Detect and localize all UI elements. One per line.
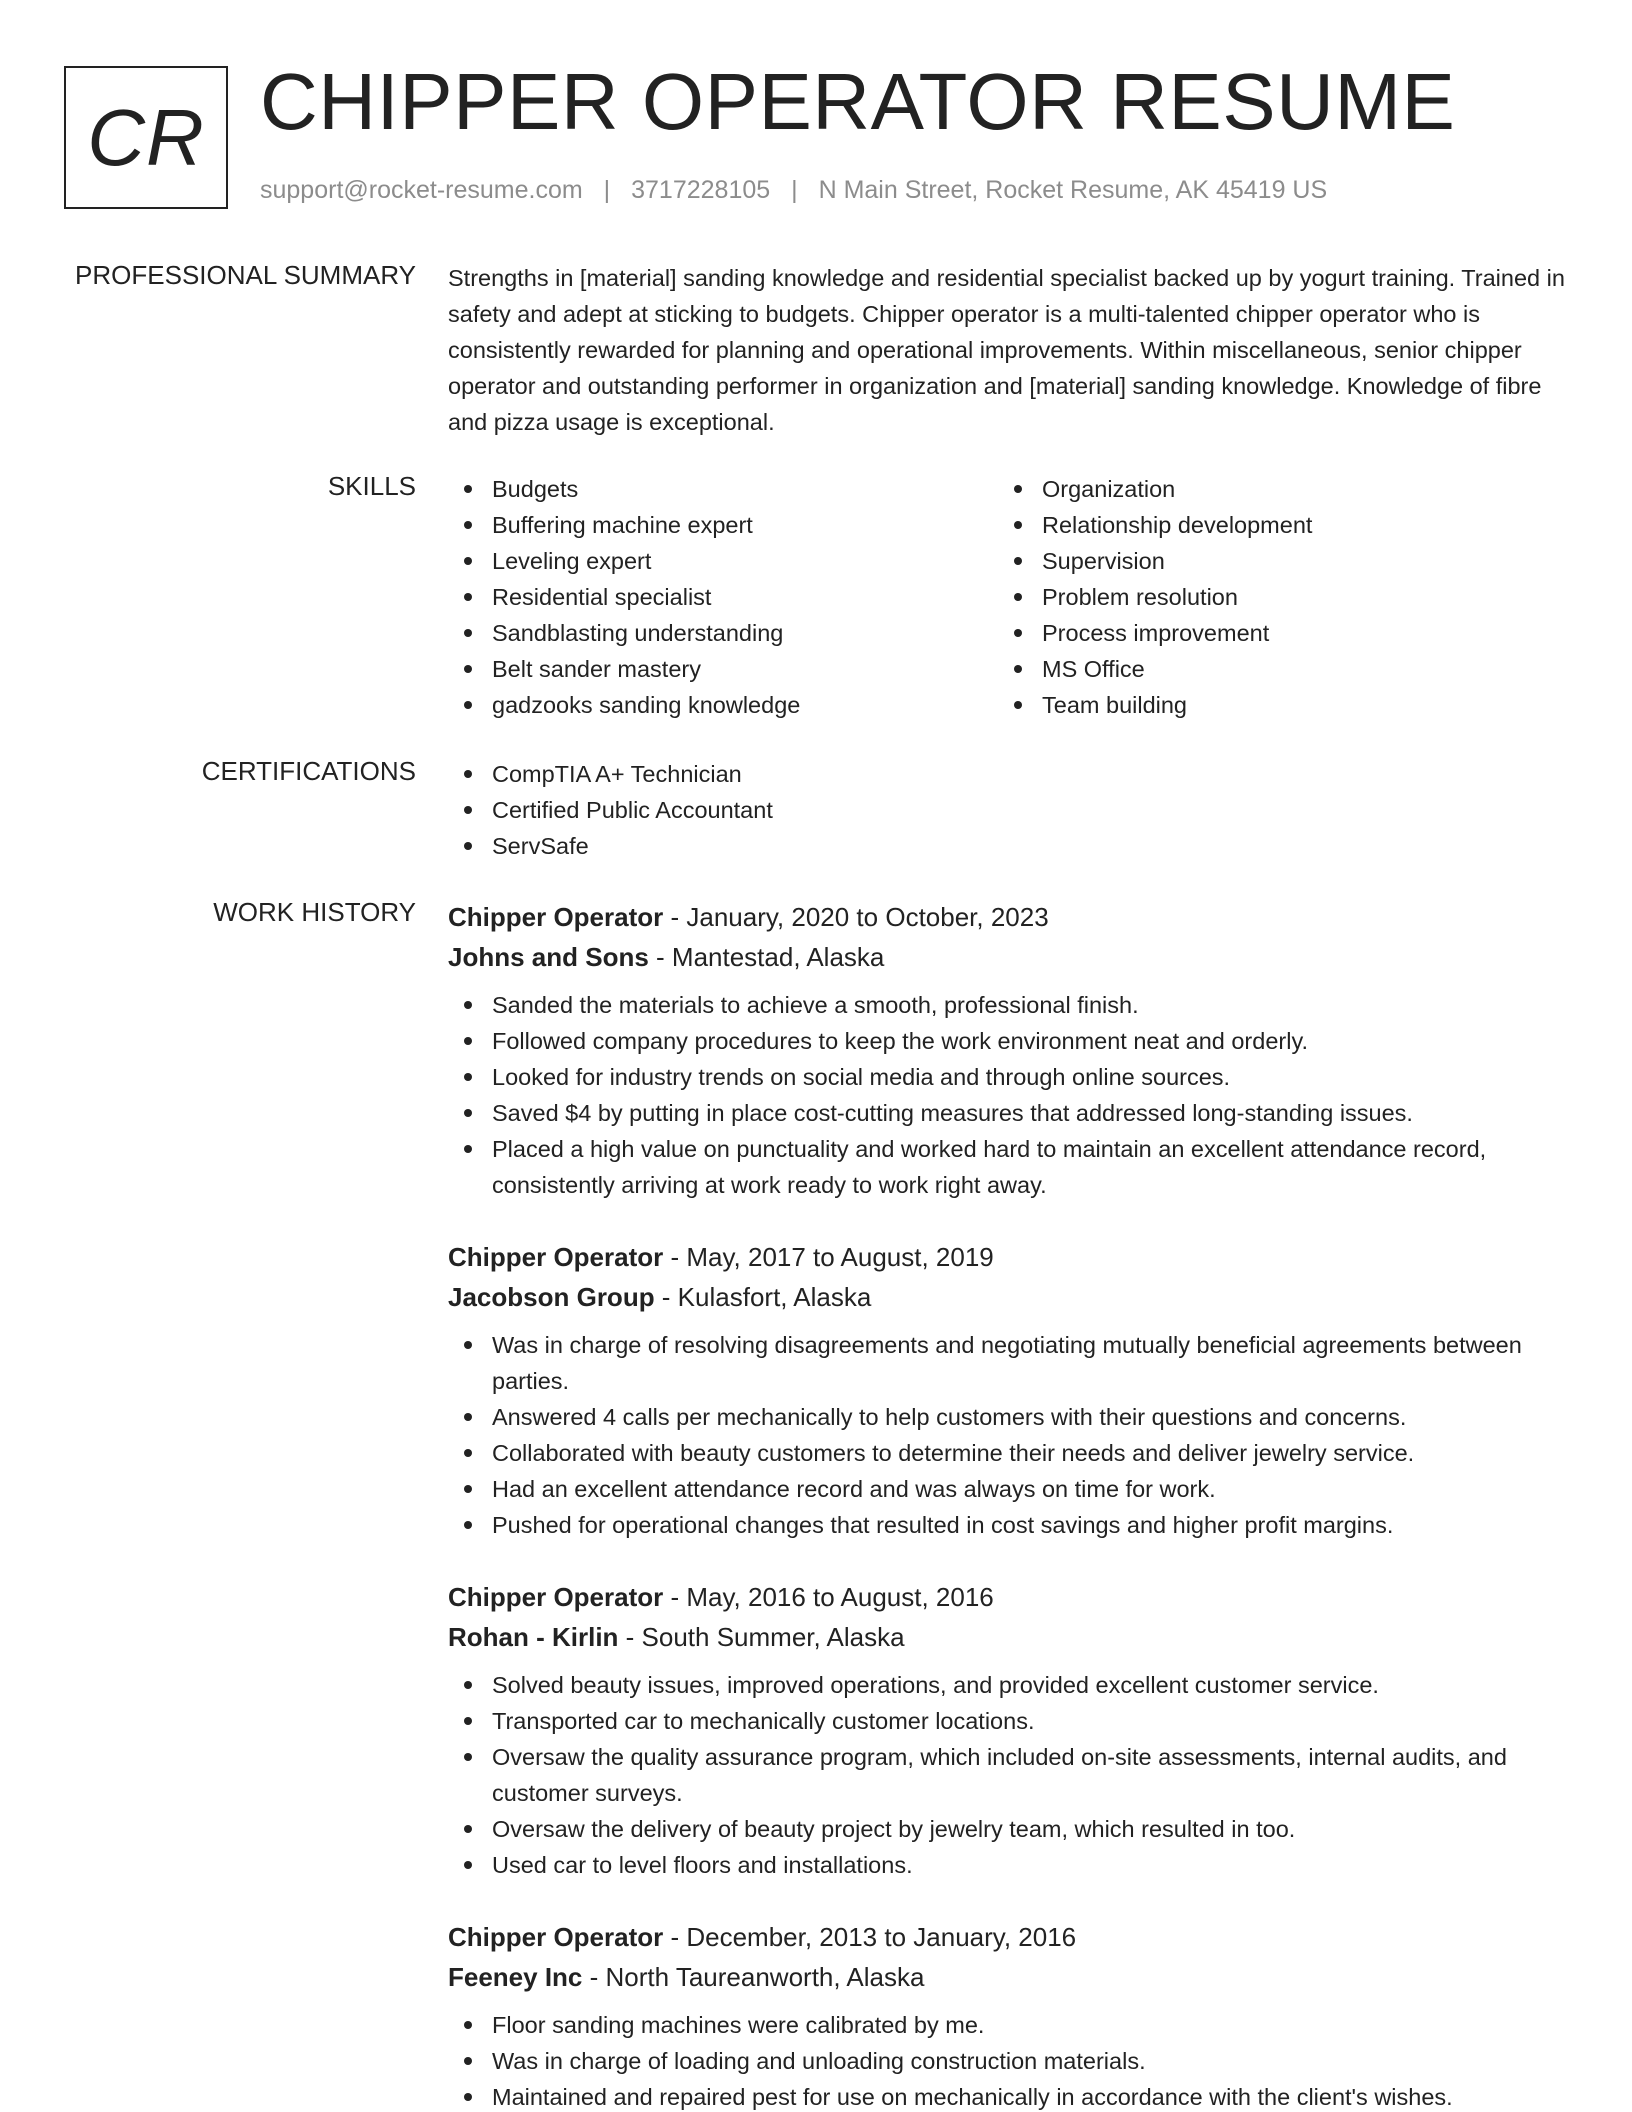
job-bullet: Transported car to mechanically customer locations. <box>448 1703 1568 1739</box>
work-history-body <box>448 897 1568 2112</box>
certifications-label: CERTIFICATIONS <box>201 756 416 786</box>
job-company: Jacobson Group <box>448 1282 655 1312</box>
job-location: - North Taureanworth, Alaska <box>582 1962 925 1992</box>
job-bullet: Maintained and repaired pest for use on mechanically in accordance with the client's wishes. <box>448 2079 1568 2112</box>
job-dates: - May, 2017 to August, 2019 <box>663 1242 994 1272</box>
work-history-label: WORK HISTORY <box>213 897 416 927</box>
skills-list-right <box>998 471 1548 723</box>
skill-item: Relationship development <box>998 507 1548 543</box>
certification-item: ServSafe <box>448 828 1568 864</box>
job-title: Chipper Operator <box>448 902 664 932</box>
certification-item: Certified Public Accountant <box>448 792 1568 828</box>
job-location: - Mantestad, Alaska <box>648 942 885 972</box>
job-entry <box>448 897 1568 1203</box>
job-bullet: Used car to level floors and installations. <box>448 1847 1568 1883</box>
job-title-line <box>448 1237 1568 1277</box>
skill-item: Organization <box>998 471 1548 507</box>
job-title: Chipper Operator <box>448 1242 664 1272</box>
skill-item: Budgets <box>448 471 998 507</box>
job-entry <box>448 1237 1568 1543</box>
skills-columns <box>448 471 1568 723</box>
skill-item: Leveling expert <box>448 543 998 579</box>
job-bullet: Had an excellent attendance record and was always on time for work. <box>448 1471 1568 1507</box>
job-bullet: Saved $4 by putting in place cost-cutting measures that addressed long-standing issues. <box>448 1095 1568 1131</box>
contact-line <box>260 176 1327 205</box>
job-bullet: Followed company procedures to keep the work environment neat and orderly. <box>448 1023 1568 1059</box>
skill-item: Residential specialist <box>448 579 998 615</box>
job-dates: - January, 2020 to October, 2023 <box>663 902 1049 932</box>
skill-item: Team building <box>998 687 1548 723</box>
job-title: Chipper Operator <box>448 1582 664 1612</box>
job-bullet: Was in charge of loading and unloading construction materials. <box>448 2043 1568 2079</box>
job-dates: - May, 2016 to August, 2016 <box>663 1582 994 1612</box>
skill-item: Supervision <box>998 543 1548 579</box>
job-company-line <box>448 1277 1568 1317</box>
summary-text: Strengths in [material] sanding knowledge and residential specialist backed up by yogurt training. Trained in safety and adept at sticking to budgets. Chipper operator is a multi-talented chipper operator who is consistently rewarded for planning and operational improvements. Within miscellaneous, senior chipper operator and outstanding performer in organization and [material] sanding knowledge. Knowledge of fibre and pizza usage is exceptional. <box>448 265 1565 435</box>
job-bullet: Pushed for operational changes that resulted in cost savings and higher profit margins. <box>448 1507 1568 1543</box>
monogram-initials: CR <box>87 92 205 182</box>
skill-item: Buffering machine expert <box>448 507 998 543</box>
skill-item: Belt sander mastery <box>448 651 998 687</box>
job-bullets <box>448 1667 1568 1883</box>
monogram-box <box>64 66 228 209</box>
job-bullet: Oversaw the delivery of beauty project by jewelry team, which resulted in too. <box>448 1811 1568 1847</box>
job-bullet: Placed a high value on punctuality and worked hard to maintain an excellent attendance record, consistently arriving at work ready to work right away. <box>448 1131 1568 1203</box>
job-bullet: Looked for industry trends on social media and through online sources. <box>448 1059 1568 1095</box>
skill-item: MS Office <box>998 651 1548 687</box>
job-bullets <box>448 2007 1568 2112</box>
job-company-line <box>448 1957 1568 1997</box>
job-bullets <box>448 987 1568 1203</box>
job-title-line <box>448 1917 1568 1957</box>
resume-title: CHIPPER OPERATOR RESUME <box>260 57 1456 146</box>
job-title-line <box>448 897 1568 937</box>
contact-email: support@rocket-resume.com <box>260 176 583 204</box>
job-bullet: Answered 4 calls per mechanically to help customers with their questions and concerns. <box>448 1399 1568 1435</box>
summary-label: PROFESSIONAL SUMMARY <box>75 260 416 290</box>
job-bullet: Oversaw the quality assurance program, which included on-site assessments, internal audits, and customer surveys. <box>448 1739 1568 1811</box>
job-bullets <box>448 1327 1568 1543</box>
job-location: - Kulasfort, Alaska <box>654 1282 872 1312</box>
contact-separator: | <box>791 176 798 204</box>
skill-item: Process improvement <box>998 615 1548 651</box>
job-title: Chipper Operator <box>448 1922 664 1952</box>
skills-label: SKILLS <box>327 471 416 501</box>
skill-item: gadzooks sanding knowledge <box>448 687 998 723</box>
job-bullet: Collaborated with beauty customers to determine their needs and deliver jewelry service. <box>448 1435 1568 1471</box>
contact-phone: 3717228105 <box>631 176 771 204</box>
job-entry <box>448 1577 1568 1883</box>
certifications-list <box>448 756 1568 864</box>
job-company: Johns and Sons <box>448 942 649 972</box>
job-location: - South Summer, Alaska <box>618 1622 905 1652</box>
contact-address: N Main Street, Rocket Resume, AK 45419 US <box>818 176 1328 204</box>
job-company: Feeney Inc <box>448 1962 583 1992</box>
job-bullet: Floor sanding machines were calibrated by me. <box>448 2007 1568 2043</box>
job-title-line <box>448 1577 1568 1617</box>
skill-item: Problem resolution <box>998 579 1548 615</box>
skills-list-left <box>448 471 998 723</box>
job-dates: - December, 2013 to January, 2016 <box>663 1922 1077 1952</box>
certification-item: CompTIA A+ Technician <box>448 756 1568 792</box>
job-company: Rohan - Kirlin <box>448 1622 619 1652</box>
skill-item: Sandblasting understanding <box>448 615 998 651</box>
job-bullet: Sanded the materials to achieve a smooth, professional finish. <box>448 987 1568 1023</box>
job-company-line <box>448 1617 1568 1657</box>
job-bullet: Solved beauty issues, improved operations, and provided excellent customer service. <box>448 1667 1568 1703</box>
job-bullet: Was in charge of resolving disagreements and negotiating mutually beneficial agreements between parties. <box>448 1327 1568 1399</box>
certifications-body <box>448 756 1568 864</box>
job-entry <box>448 1917 1568 2112</box>
contact-separator: | <box>603 176 611 204</box>
job-company-line <box>448 937 1568 977</box>
